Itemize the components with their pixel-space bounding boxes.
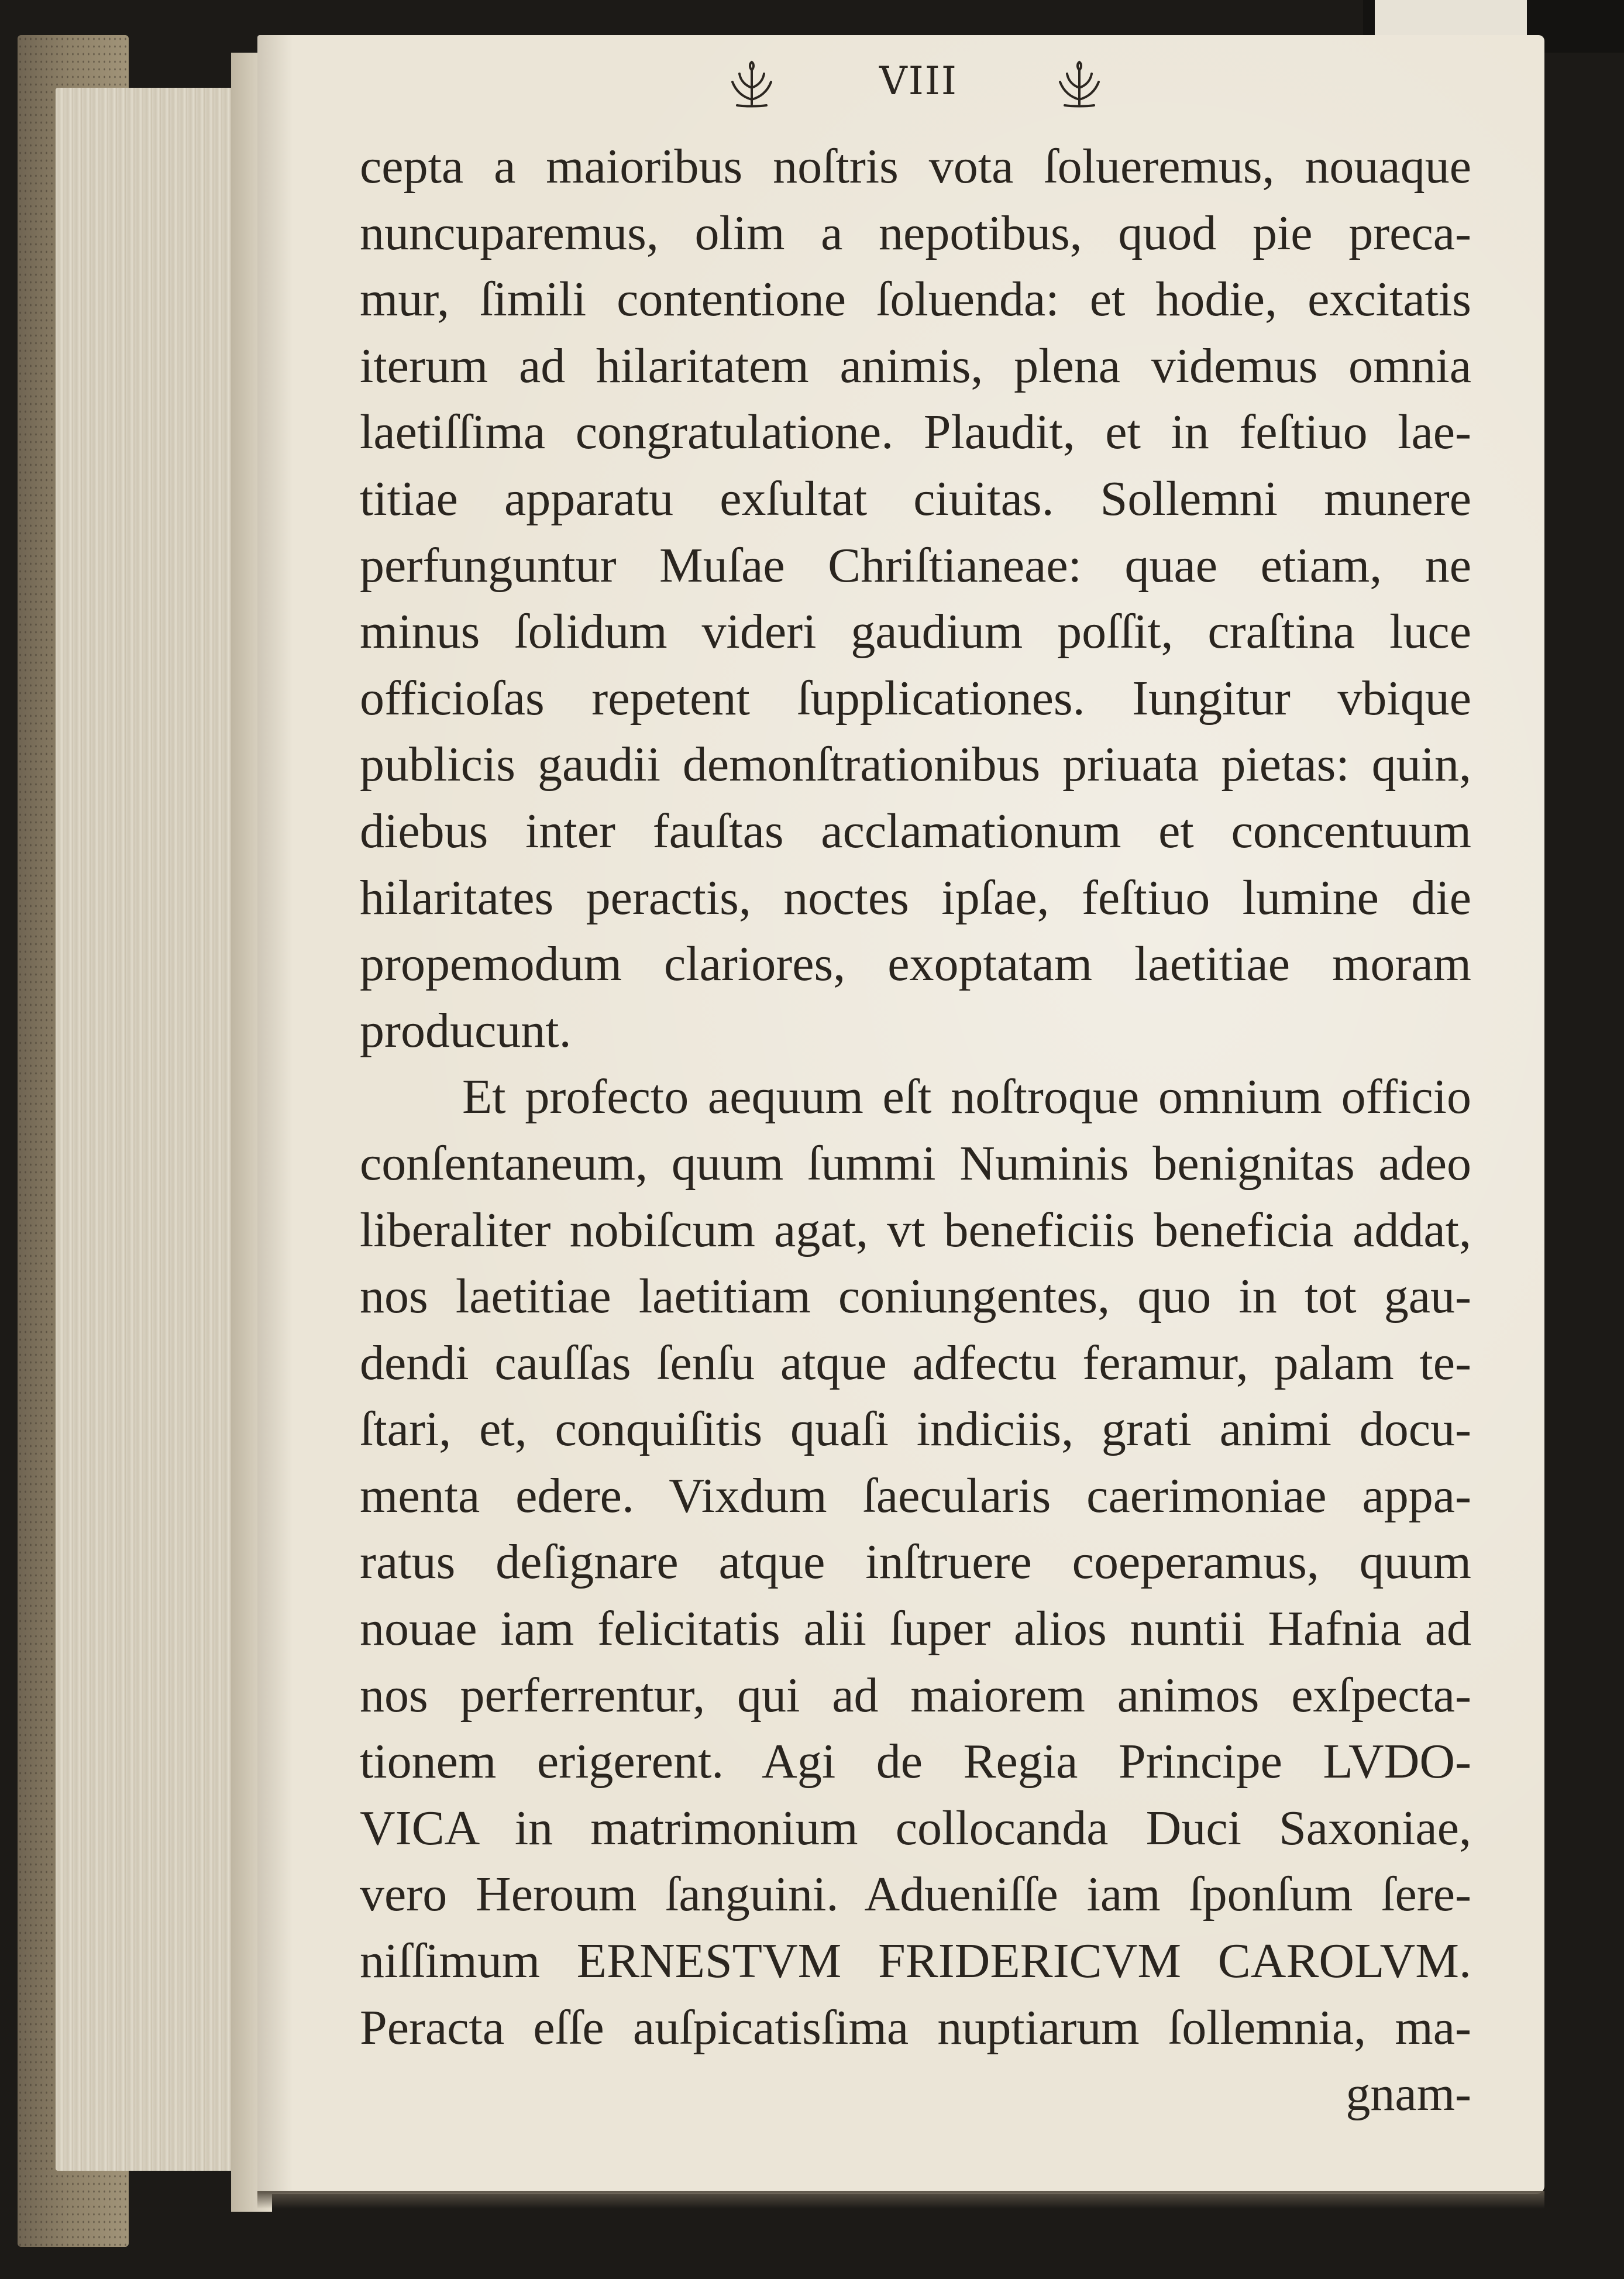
page-shadow	[257, 2191, 1544, 2209]
text-line: VICA in matrimonium collocanda Duci Saxoniae,	[360, 1800, 1471, 1855]
text-line: nouae iam felicitatis alii ſuper alios nuntii Hafnia ad	[360, 1601, 1471, 1656]
text-line: ratus deſignare atque inſtruere coeperamus, quum	[360, 1535, 1471, 1590]
text-line: nuncuparemus, olim a nepotibus, quod pie preca-	[360, 205, 1471, 260]
text-line: ſtari, et, conquiſitis quaſi indiciis, grati animi docu-	[360, 1402, 1471, 1457]
text-line: laetiſſima congratulatione. Plaudit, et in feſtiuo lae-	[360, 405, 1471, 460]
text-line: producunt.	[360, 1003, 572, 1058]
text-line: tionem erigerent. Agi de Regia Principe LVDO-	[360, 1734, 1471, 1789]
text-line: propemodum clariores, exoptatam laetitiae moram	[360, 937, 1471, 992]
floral-ornament-icon	[720, 59, 784, 111]
text-line: cepta a maioribus noſtris vota ſolueremus, nouaque	[360, 139, 1471, 194]
catchword: gnam-	[1346, 2067, 1471, 2122]
page-number: VIII	[879, 59, 958, 104]
text-line: diebus inter fauſtas acclamationum et concentuum	[360, 803, 1471, 858]
text-line: liberaliter nobiſcum agat, vt beneficiis beneficia addat,	[360, 1202, 1471, 1257]
text-line: nos laetitiae laetitiam coniungentes, quo in tot gau-	[360, 1269, 1471, 1324]
text-line: mur, ſimili contentione ſoluenda: et hodie, excitatis	[360, 272, 1471, 327]
floral-ornament-right-svg	[1047, 59, 1112, 111]
text-line: hilaritates peractis, noctes ipſae, feſtiuo lumine die	[360, 870, 1471, 925]
text-line: publicis gaudii demonſtrationibus priuata pietas: quin,	[360, 737, 1471, 792]
text-line: perfunguntur Muſae Chriſtianeae: quae etiam, ne	[360, 538, 1471, 593]
text-line: conſentaneum, quum ſummi Numinis benignitas adeo	[360, 1136, 1471, 1191]
text-line: dendi cauſſas ſenſu atque adfectu feramur, palam te-	[360, 1335, 1471, 1390]
text-line: minus ſolidum videri gaudium poſſit, craſtina luce	[360, 604, 1471, 659]
text-line: iterum ad hilaritatem animis, plena videmus omnia	[360, 338, 1471, 393]
text-line: niſſimum ERNESTVM FRIDERICVM CAROLVM.	[360, 1934, 1471, 1989]
floral-ornament-left-svg	[720, 59, 784, 111]
text-line: titiae apparatu exſultat ciuitas. Sollemni munere	[360, 471, 1471, 526]
floral-ornament-icon	[1047, 59, 1112, 111]
text-line: menta edere. Vixdum ſaecularis caerimoniae appa-	[360, 1468, 1471, 1523]
text-line: Peracta eſſe auſpicatisſima nuptiarum ſollemnia, ma-	[360, 2000, 1471, 2055]
text-line: nos perferrentur, qui ad maiorem animos exſpecta-	[360, 1668, 1471, 1723]
text-line: officioſas repetent ſupplicationes. Iungitur vbique	[360, 671, 1471, 726]
text-line: vero Heroum ſanguini. Adueniſſe iam ſponſum ſere-	[360, 1867, 1471, 1922]
body-text	[360, 133, 1471, 2127]
paragraph-start-line: Et profecto aequum eſt noſtroque omnium officio	[462, 1070, 1471, 1125]
running-header	[696, 59, 1141, 123]
